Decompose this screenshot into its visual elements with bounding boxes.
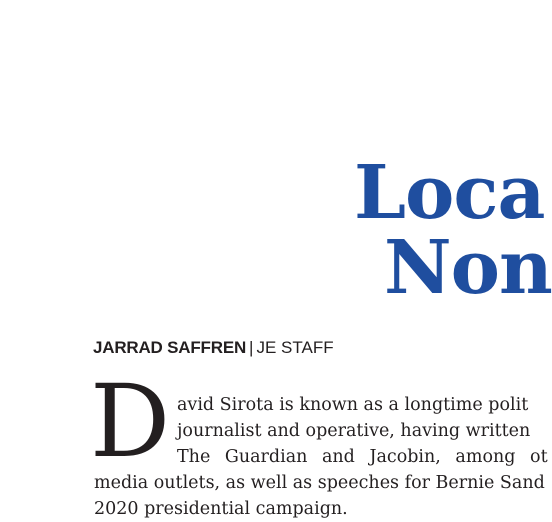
article-body — [0, 363, 548, 519]
headline-line-1: Loca — [354, 150, 545, 236]
byline-separator: | — [249, 338, 254, 357]
byline-role: JE STAFF — [256, 338, 334, 357]
body-line-4: media outlets, as well as speeches for Bernie Sand — [94, 473, 545, 493]
body-line-3: The Guardian and Jacobin, among ot — [177, 447, 548, 467]
body-line-5: 2020 presidential campaign. — [94, 499, 348, 519]
body-line-2: journalist and operative, having written — [177, 421, 531, 441]
body-line-1: avid Sirota is known as a longtime polit — [177, 395, 529, 415]
byline-author: JARRAD SAFFREN — [93, 338, 247, 357]
drop-cap: D — [90, 363, 171, 480]
headline-line-2: Non — [384, 225, 552, 311]
byline — [93, 337, 334, 359]
